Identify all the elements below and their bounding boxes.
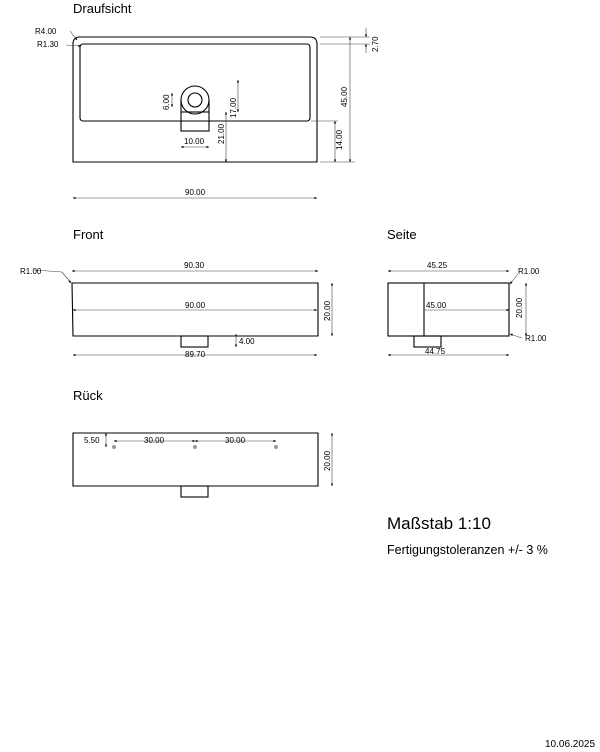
back-spacing-2: 30.00	[225, 436, 246, 445]
back-hole-2	[193, 445, 197, 449]
side-bottom-width: 44.75	[425, 347, 446, 356]
top-view-title: Draufsicht	[73, 1, 132, 16]
back-spacing-1: 30.00	[144, 436, 165, 445]
top-rim: 2.70	[371, 36, 380, 52]
side-mid-width: 45.00	[426, 301, 447, 310]
side-view-title: Seite	[387, 227, 417, 242]
side-top-width: 45.25	[427, 261, 448, 270]
top-hole-diameter: 6.00	[162, 94, 171, 110]
back-hole-offset: 5.50	[84, 436, 100, 445]
side-height: 20.00	[515, 297, 524, 318]
top-radius-outer: R4.00	[35, 27, 57, 36]
front-view-title: Front	[73, 227, 104, 242]
front-bottom-width: 89.70	[185, 350, 206, 359]
back-height: 20.00	[323, 450, 332, 471]
side-radius-top: R1.00	[518, 267, 540, 276]
front-view-drain	[181, 336, 208, 347]
back-view	[73, 433, 332, 497]
top-depth: 45.00	[340, 86, 349, 107]
front-radius: R1.00	[20, 267, 42, 276]
side-view-drain	[414, 336, 441, 347]
front-drain-height: 4.00	[239, 337, 255, 346]
back-view-drain	[181, 486, 208, 497]
front-mid-width: 90.00	[185, 301, 206, 310]
top-view-outer-hole	[181, 86, 209, 114]
top-radius-inner: R1.30	[37, 40, 59, 49]
side-view	[388, 261, 547, 356]
top-view	[35, 27, 380, 198]
top-width: 90.00	[185, 188, 206, 197]
top-hole-height: 17.00	[229, 97, 238, 118]
back-hole-1	[112, 445, 116, 449]
drawing-date: 10.06.2025	[545, 739, 596, 750]
front-top-width: 90.30	[184, 261, 205, 270]
front-height: 20.00	[323, 300, 332, 321]
top-view-basin	[80, 44, 310, 121]
scale-label: Maßstab 1:10	[387, 514, 491, 533]
side-view-outline	[388, 283, 509, 336]
top-front-depth: 14.00	[335, 129, 344, 150]
back-view-title: Rück	[73, 388, 103, 403]
top-drain-width: 10.00	[184, 137, 205, 146]
back-hole-3	[274, 445, 278, 449]
front-view	[20, 261, 332, 359]
top-view-inner-hole	[188, 93, 202, 107]
side-radius-bottom: R1.00	[525, 334, 547, 343]
tolerance-label: Fertigungstoleranzen +/- 3 %	[387, 543, 548, 557]
top-drain-position: 21.00	[217, 123, 226, 144]
